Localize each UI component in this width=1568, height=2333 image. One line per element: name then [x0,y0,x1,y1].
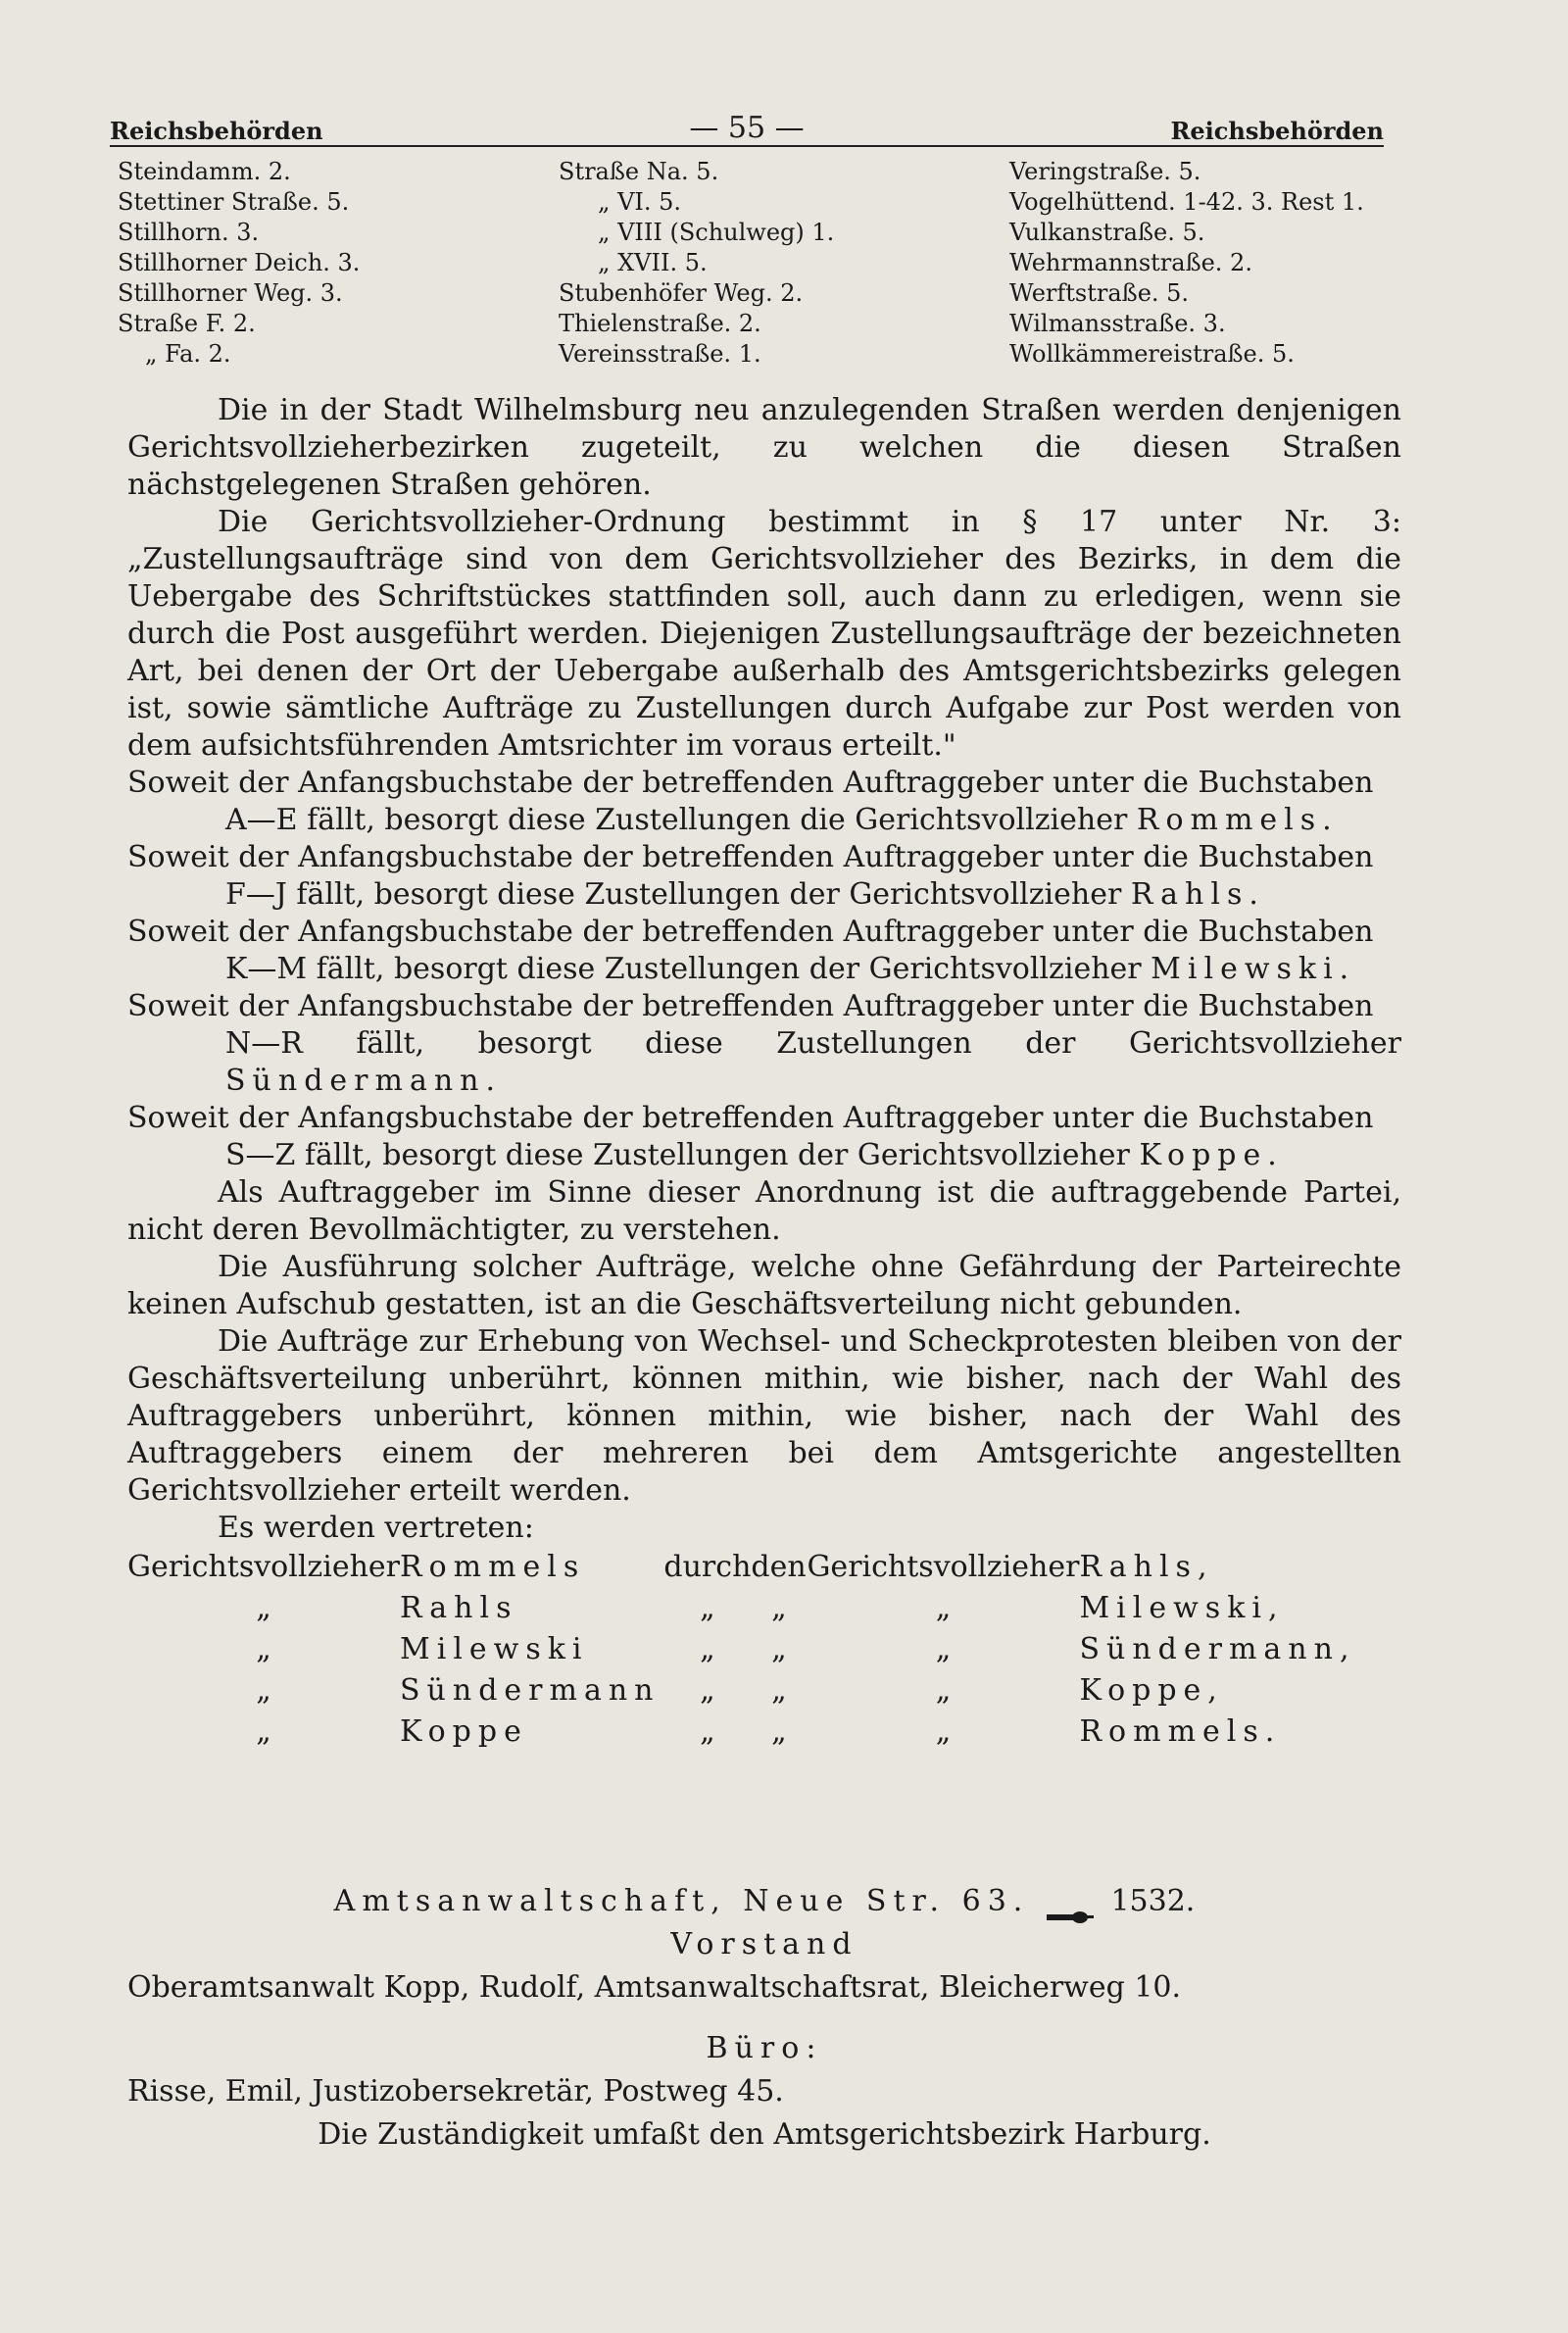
street-entry: Werftstraße. 5. [1009,279,1190,307]
street-entry: Stillhorn. 3. [118,219,260,246]
street-entry: Vogelhüttend. 1-42. 3. Rest 1. [1009,188,1364,216]
street-entry: Thielenstraße. 2. [559,310,761,337]
assignment-rule [127,839,1401,914]
substitution-row: „ Rahls „ „ „ Milewski, [127,1588,1401,1629]
jurisdiction-note: Die Zuständigkeit umfaßt den Amtsgerichtsbezirk Harburg. [318,2117,1211,2152]
bailiff-name: Sündermann. [225,1064,503,1098]
office-title: Amtsanwaltschaft, Neue Str. 63. [333,1884,1030,1918]
street-entry: Stillhorner Deich. 3. [118,249,361,276]
substitute-name: Koppe, [1079,1673,1224,1708]
street-entry: Straße F. 2. [118,310,256,337]
street-entry: Straße Na. 5. [559,158,719,185]
bailiff-name: Milewski [400,1632,589,1666]
header-left: Reichsbehörden [110,117,323,145]
telephone-hand-icon [1047,1895,1094,1911]
bailiff-name: Rommels [400,1550,586,1584]
vorstand-entry: Oberamtsanwalt Kopp, Rudolf, Amtsanwaltschaftsrat, Bleicherweg 10. [127,1970,1182,2005]
street-entry: Stillhorner Weg. 3. [118,279,343,307]
rule-lead: Soweit der Anfangsbuchstabe der betreffenden Auftraggeber unter die Buchstaben [127,766,1374,800]
office-heading [127,1880,1401,1923]
street-entry: Wehrmannstraße. 2. [1009,249,1252,276]
street-column-3 [1009,157,1364,370]
street-entry: Veringstraße. 5. [1009,158,1201,185]
rule-lead: Soweit der Anfangsbuchstabe der betreffenden Auftraggeber unter die Buchstaben [127,989,1374,1023]
assignment-rule [127,1100,1401,1174]
rule-range: F—J fällt, besorgt diese Zustellungen der Gerichtsvollzieher Rahls. [225,877,1265,912]
street-column-2 [559,157,834,370]
street-entry: „ Fa. 2. [145,340,231,368]
rule-range: N—R fällt, besorgt diese Zustellungen der Gerichtsvollzieher Sündermann. [225,1026,1401,1098]
vorstand-title: Vorstand [670,1927,858,1961]
rule-range: K—M fällt, besorgt diese Zustellungen der Gerichtsvollzieher Milewski. [225,952,1356,986]
page-header [110,106,1384,147]
page-number: — 55 — [689,111,805,145]
street-entry: „ VI. 5. [598,188,682,216]
bailiff-name: Rommels. [1136,803,1339,837]
street-entry: „ VIII (Schulweg) 1. [598,219,835,246]
substitution-row: „ Koppe „ „ „ Rommels. [127,1712,1401,1753]
substitution-table [127,1547,1401,1753]
substitute-name: Sündermann, [1079,1632,1356,1666]
street-entry: Vereinsstraße. 1. [559,340,761,368]
substitution-title: Es werden vertreten: [218,1511,534,1545]
assignment-rule [127,765,1401,839]
bailiff-name: Rahls [400,1591,518,1625]
substitute-name: Milewski, [1079,1591,1285,1625]
substitution-row: Gerichtsvollzieher Rommels durch den Gerichtsvollzieher Rahls, [127,1547,1401,1588]
rule-lead: Soweit der Anfangsbuchstabe der betreffenden Auftraggeber unter die Buchstaben [127,1101,1374,1135]
paragraph-client-definition: Als Auftraggeber im Sinne dieser Anordnung ist die auftraggebende Partei, nicht deren Bevollmächtigter, zu verstehen. [127,1175,1401,1247]
rule-range: A—E fällt, besorgt diese Zustellungen die Gerichtsvollzieher Rommels. [225,803,1339,837]
street-entry: Wollkämmereistraße. 5. [1009,340,1295,368]
phone-number: 1532. [1110,1884,1196,1918]
paragraph-new-streets: Die in der Stadt Wilhelmsburg neu anzulegenden Straßen werden denjenigen Gerichtsvollzieherbezirken zugeteilt, zu welchen die diesen Straßen nächstgelegenen Straßen gehören. [127,393,1401,502]
street-entry: Wilmansstraße. 3. [1009,310,1226,337]
street-entry: Steindamm. 2. [118,158,291,185]
rule-lead: Soweit der Anfangsbuchstabe der betreffenden Auftraggeber unter die Buchstaben [127,915,1374,949]
street-entry: „ XVII. 5. [598,249,708,276]
main-text [127,392,1401,1753]
amtsanwaltschaft-section [127,1880,1401,2157]
paragraph-urgent-orders: Die Ausführung solcher Aufträge, welche ohne Gefährdung der Parteirechte keinen Aufschub gestatten, ist an die Geschäftsverteilung nicht gebunden. [127,1250,1401,1321]
street-entry: Stettiner Straße. 5. [118,188,350,216]
paragraph-regulation: Die Gerichtsvollzieher-Ordnung bestimmt in § 17 unter Nr. 3: „Zustellungsaufträge sind von dem Gerichtsvollzieher des Bezirks, in dem die Uebergabe des Schriftstückes stattfinden soll, auch dann zu erledigen, wenn sie durch die Post ausgeführt werden. Diejenigen Zustellungsaufträge der bezeichneten Art, bei denen der Ort der Uebergabe außerhalb des Amtsgerichtsbezirks gelegen ist, sowie sämtliche Aufträge zu Zustellungen durch Aufgabe zur Post werden von dem aufsichtsführenden Amtsrichter im voraus erteilt." [127,505,1401,763]
street-list [110,157,1394,392]
street-column-1 [118,157,360,370]
buero-entry: Risse, Emil, Justizobersekretär, Postweg 45. [127,2074,784,2109]
paragraph-protests: Die Aufträge zur Erhebung von Wechsel- und Scheckprotesten bleiben von der Geschäftsverteilung unberührt, können mithin, wie bisher, nach der Wahl des Auftraggebers unberührt, können mithin, wie bisher, nach der Wahl des Auftraggebers einem der mehreren bei dem Amtsgerichte angestellten Gerichtsvollzieher erteilt werden. [127,1324,1401,1508]
bailiff-name: Koppe. [1139,1138,1284,1172]
substitute-name: Rommels. [1079,1714,1282,1749]
substitution-row: „ Sündermann „ „ „ Koppe, [127,1670,1401,1712]
substitution-row: „ Milewski „ „ „ Sündermann, [127,1629,1401,1670]
buero-title: Büro: [706,2031,823,2065]
bailiff-name: Milewski. [1151,952,1356,986]
bailiff-name: Rahls. [1130,877,1265,912]
header-right: Reichsbehörden [1170,117,1384,145]
assignment-rule [127,988,1401,1100]
rule-lead: Soweit der Anfangsbuchstabe der betreffenden Auftraggeber unter die Buchstaben [127,840,1374,874]
street-entry: Stubenhöfer Weg. 2. [559,279,804,307]
bailiff-name: Koppe [400,1714,528,1749]
substitute-name: Rahls, [1079,1550,1214,1584]
street-entry: Vulkanstraße. 5. [1009,219,1205,246]
bailiff-name: Sündermann [400,1673,661,1708]
rule-range: S—Z fällt, besorgt diese Zustellungen der Gerichtsvollzieher Koppe. [225,1138,1284,1172]
assignment-rule [127,914,1401,988]
